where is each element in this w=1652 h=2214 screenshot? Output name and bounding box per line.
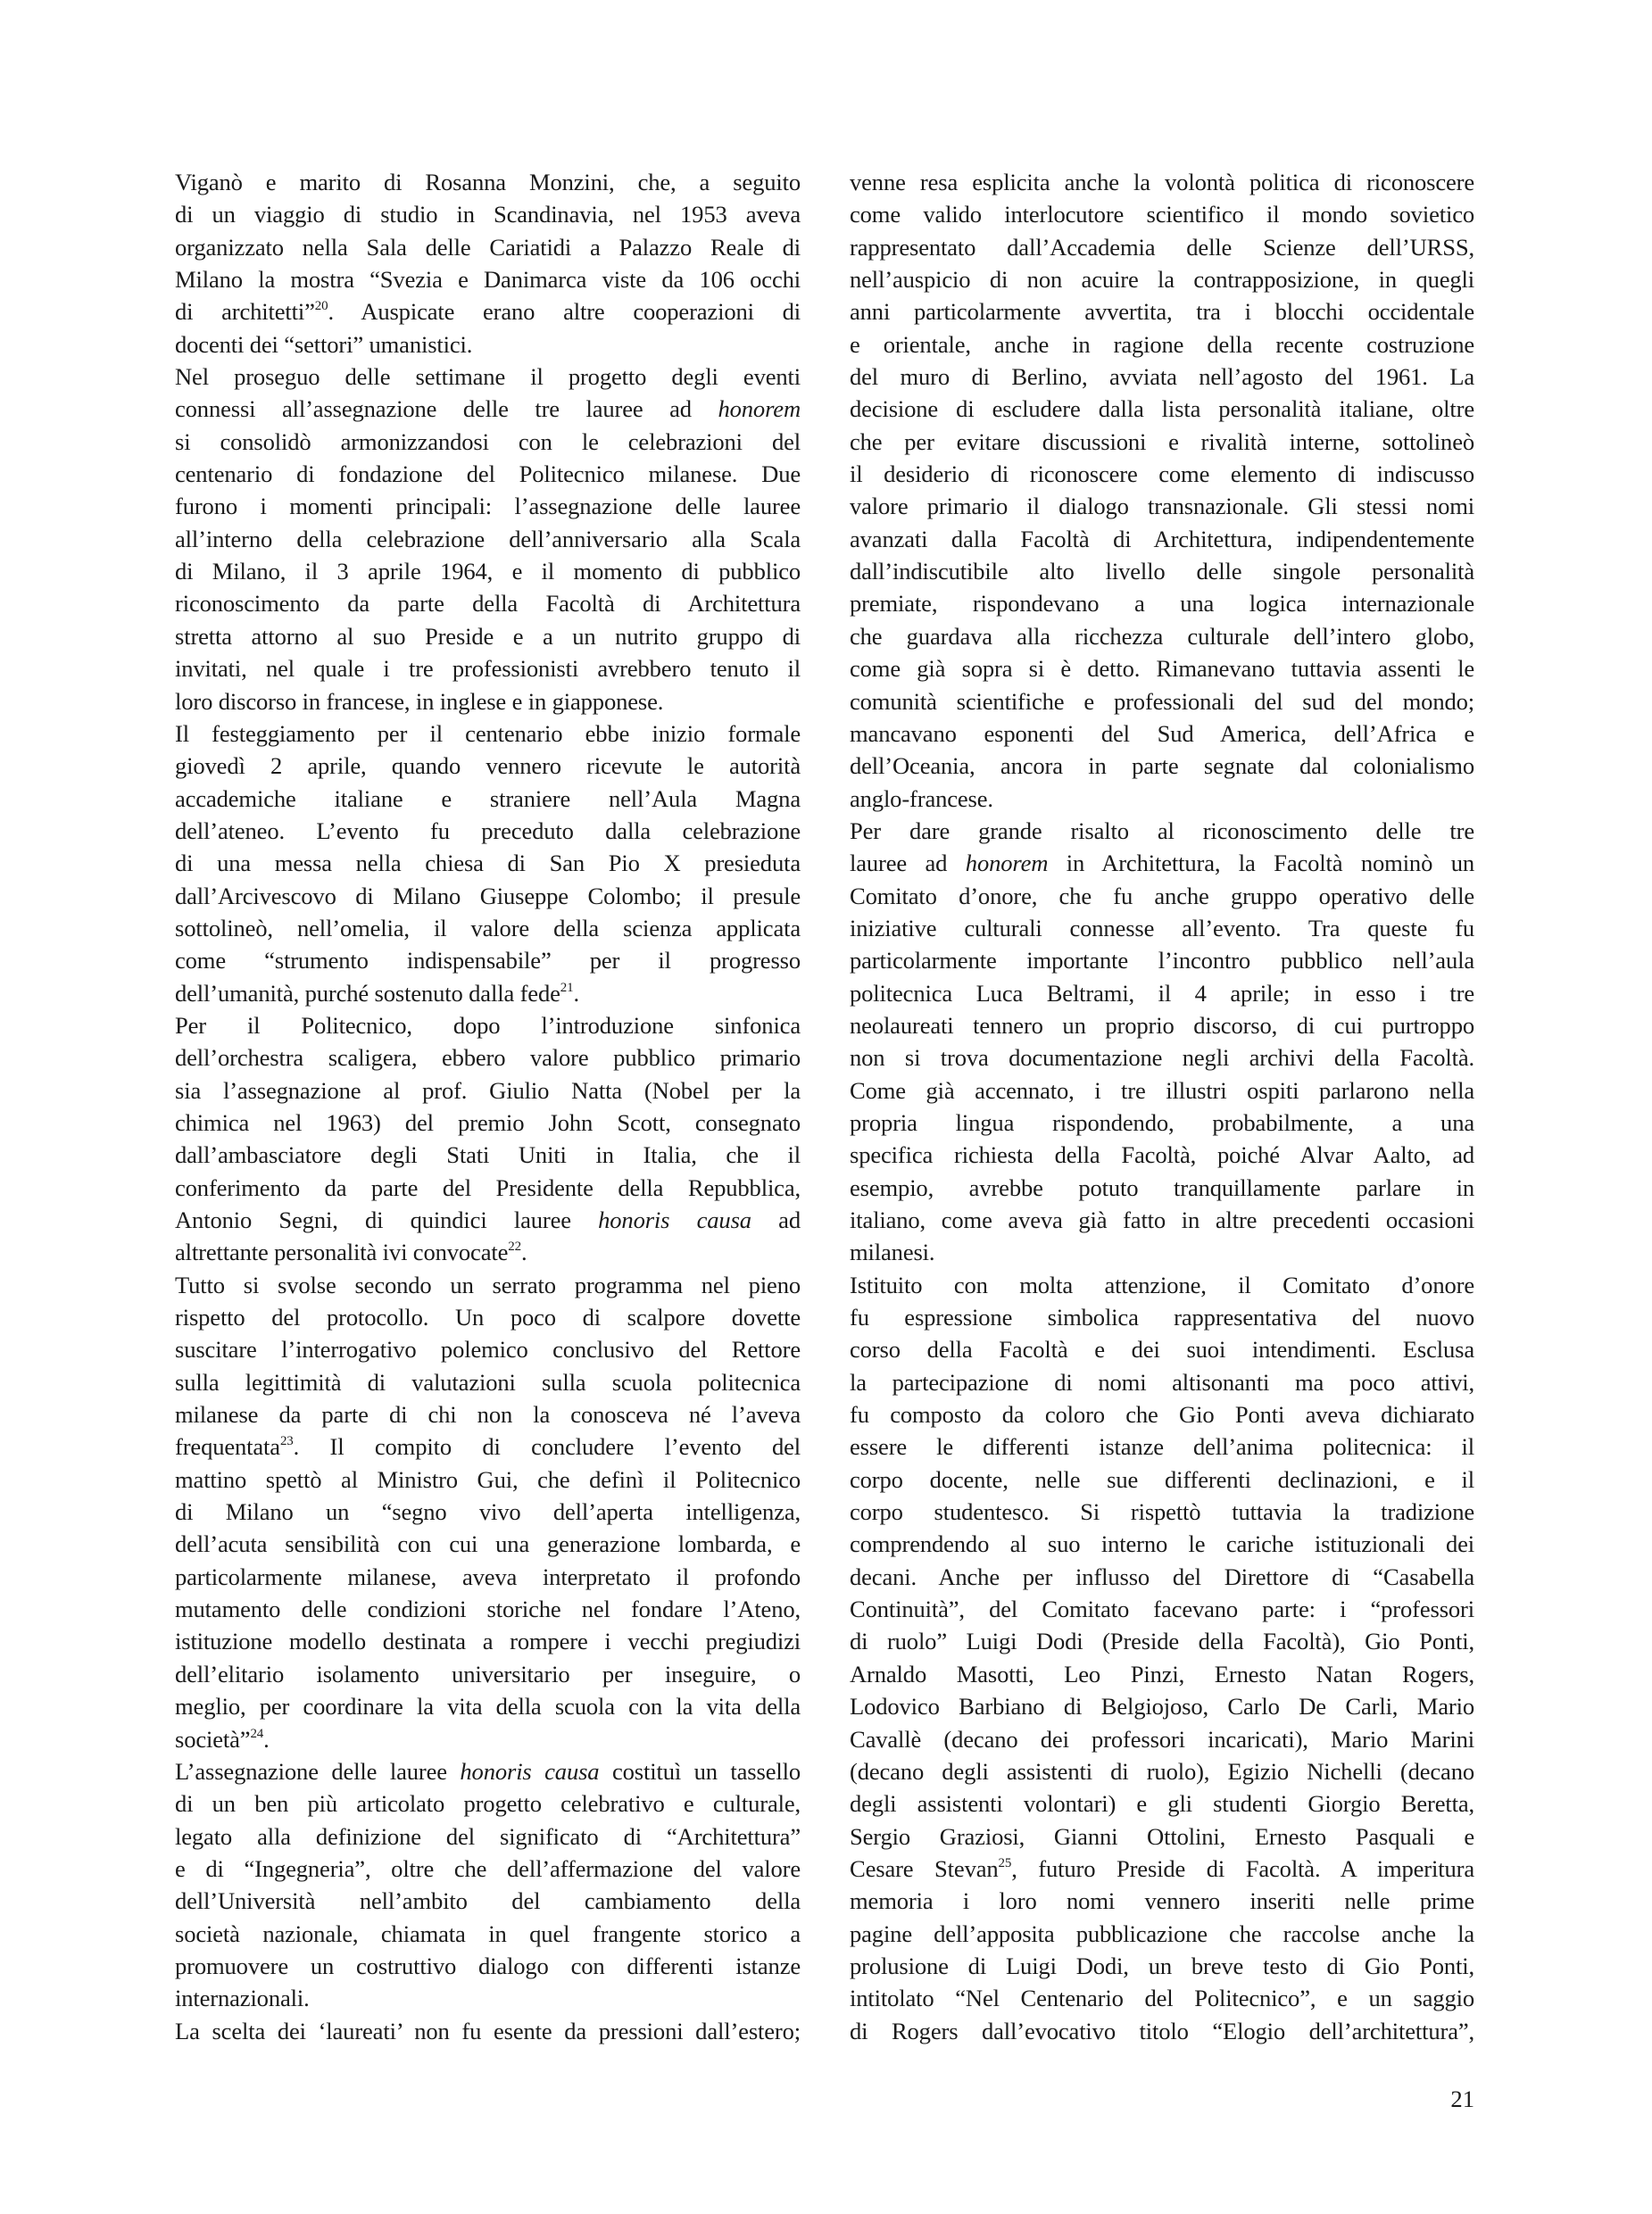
line-text: ad	[751, 1207, 801, 1233]
text-line	[175, 652, 801, 684]
text-line	[850, 1009, 1474, 1041]
footnote-marker[interactable]: 22	[508, 1240, 521, 1255]
text-line	[850, 1496, 1474, 1528]
text-line	[850, 1041, 1474, 1074]
line-text: . Auspicate erano altre cooperazioni di	[328, 298, 801, 326]
line-text: L’assegnazione delle lauree	[175, 1757, 461, 1785]
text-line	[175, 523, 801, 555]
line-text: organizzato nella Sala delle Cariatidi a Palazzo Reale di	[175, 233, 801, 261]
line-text: conferimento da parte del Presidente della Repubblica,	[175, 1173, 801, 1201]
text-line	[850, 1398, 1474, 1430]
text-line	[850, 944, 1474, 976]
line-text: stretta attorno al suo Preside e a un nutrito gruppo di	[175, 622, 801, 650]
line-text: Il festeggiamento per il centenario ebbe inizio formale	[175, 719, 801, 747]
text-line	[175, 393, 801, 425]
line-text: mutamento delle condizioni storiche nel fondare l’Ateno,	[175, 1596, 801, 1623]
line-text: propria lingua rispondendo, probabilmente, a una	[850, 1108, 1474, 1136]
line-text: Cavallè (decano dei professori incaricati), Mario Marini	[850, 1725, 1474, 1753]
line-text: che guardava alla ricchezza culturale dell’intero globo,	[850, 622, 1474, 650]
text-line	[850, 231, 1474, 263]
text-line	[175, 1787, 801, 1820]
line-text: mattino spettò al Ministro Gui, che definì il Politecnico	[175, 1465, 801, 1493]
text-line	[850, 523, 1474, 555]
text-line	[850, 1885, 1474, 1917]
text-line	[175, 1464, 801, 1496]
text-line	[850, 1982, 1474, 2014]
text-line	[850, 263, 1474, 295]
line-text: .	[520, 1239, 527, 1266]
text-line	[175, 977, 801, 1009]
line-text: in Architettura, la Facoltà nominò un	[1048, 850, 1474, 877]
line-text: altrettante personalità ivi convocate	[175, 1239, 509, 1266]
text-line	[175, 1853, 801, 1885]
text-line	[850, 783, 1474, 815]
line-text: .	[263, 1725, 270, 1753]
italic-term: honorem	[965, 850, 1049, 877]
text-column-left	[175, 166, 801, 2047]
text-line	[175, 295, 801, 328]
text-line	[850, 1787, 1474, 1820]
text-line	[175, 912, 801, 944]
text-line	[175, 1496, 801, 1528]
text-line	[175, 1366, 801, 1398]
line-text: dell’ateneo. L’evento fu preceduto dalla celebrazione	[175, 817, 801, 844]
text-line	[175, 1236, 801, 1268]
text-line	[850, 815, 1474, 847]
text-line	[175, 1074, 801, 1107]
text-line	[850, 587, 1474, 619]
line-text: come “strumento indispensabile” per il progresso	[175, 947, 801, 974]
line-text: di ruolo” Luigi Dodi (Preside della Facoltà), Gio Ponti,	[850, 1628, 1474, 1655]
line-text: Tutto si svolse secondo un serrato programma nel pieno	[175, 1271, 801, 1298]
text-line	[175, 620, 801, 652]
line-text: di Milano, il 3 aprile 1964, e il momento di pubblico	[175, 558, 801, 585]
text-line	[850, 1918, 1474, 1950]
text-line	[175, 685, 801, 717]
text-line	[850, 1593, 1474, 1625]
line-text: comprendendo al suo interno le cariche istituzionali dei	[850, 1530, 1474, 1558]
line-text: prolusione di Luigi Dodi, un breve testo di Gio Ponti,	[850, 1952, 1474, 1979]
italic-term: honoris causa	[598, 1207, 751, 1233]
text-line	[175, 458, 801, 490]
text-line	[175, 1204, 801, 1236]
line-text: Nel proseguo delle settimane il progetto degli eventi	[175, 363, 801, 391]
line-text: rappresentato dall’Accademia delle Scienze dell’URSS,	[850, 233, 1474, 261]
line-text: , futuro Preside di Facoltà. A imperitura	[1011, 1854, 1474, 1882]
line-text: connessi all’assegnazione delle tre lauree ad	[175, 395, 718, 423]
line-text: sulla legittimità di valutazioni sulla scuola politecnica	[175, 1368, 801, 1396]
line-text: Continuità”, del Comitato facevano parte: i “professori	[850, 1596, 1474, 1623]
line-text: istituzione modello destinata a rompere i vecchi pregiudizi	[175, 1628, 801, 1655]
text-line	[175, 263, 801, 295]
text-line	[850, 166, 1474, 198]
text-line	[175, 555, 801, 587]
text-line	[850, 685, 1474, 717]
text-line	[175, 1593, 801, 1625]
line-text: premiate, rispondevano a una logica internazionale	[850, 590, 1474, 618]
line-text: sottolineò, nell’omelia, il valore della scienza applicata	[175, 914, 801, 941]
line-text: docenti dei “settori” umanistici.	[175, 330, 473, 358]
line-text: Sergio Graziosi, Gianni Ottolini, Ernesto Pasquali e	[850, 1822, 1474, 1850]
italic-term: honoris causa	[460, 1757, 600, 1785]
text-line	[850, 1690, 1474, 1722]
line-text: La scelta dei ‘laureati’ non fu esente da pressioni dall’estero;	[175, 2017, 801, 2044]
text-line	[850, 426, 1474, 458]
line-text: internazionali.	[175, 1985, 310, 2012]
line-text: pagine dell’apposita pubblicazione che raccolse anche la	[850, 1920, 1474, 1947]
footnote-marker[interactable]: 20	[314, 299, 328, 314]
text-line	[175, 750, 801, 782]
text-line	[850, 1430, 1474, 1463]
line-text: giovedì 2 aprile, quando vennero ricevute le autorità	[175, 752, 801, 780]
text-line	[175, 198, 801, 230]
line-text: società nazionale, chiamata in quel frangente storico a	[175, 1920, 801, 1947]
text-line	[850, 1950, 1474, 1982]
text-line	[175, 1918, 801, 1950]
line-text: Cesare Stevan	[850, 1854, 999, 1882]
line-text: . Il compito di concludere l’evento del	[293, 1433, 801, 1461]
line-text: Per dare grande risalto al riconoscimento delle tre	[850, 817, 1474, 844]
line-text: che per evitare discussioni e rivalità interne, sottolineò	[850, 427, 1474, 455]
line-text: promuovere un costruttivo dialogo con differenti istanze	[175, 1952, 801, 1979]
text-line	[175, 1333, 801, 1365]
line-text: invitati, nel quale i tre professionisti avrebbero tenuto il	[175, 655, 801, 683]
text-line	[850, 847, 1474, 879]
text-line	[850, 458, 1474, 490]
text-line	[850, 1528, 1474, 1560]
line-text: dell’Università nell’ambito del cambiamento della	[175, 1887, 801, 1915]
line-text: venne resa esplicita anche la volontà politica di riconoscere	[850, 169, 1474, 195]
text-line	[850, 977, 1474, 1009]
line-text: anglo-francese.	[850, 784, 993, 812]
line-text: si consolidò armonizzandosi con le celebrazioni del	[175, 427, 801, 455]
line-text: fu espressione simbolica rappresentativa del nuovo	[850, 1304, 1474, 1331]
text-line	[850, 1172, 1474, 1204]
text-line	[850, 1074, 1474, 1107]
line-text: chimica nel 1963) del premio John Scott, consegnato	[175, 1108, 801, 1136]
line-text: frequentata	[175, 1433, 280, 1461]
line-text: politecnica Luca Beltrami, il 4 aprile; in esso i tre	[850, 979, 1474, 1007]
line-text: Arnaldo Masotti, Leo Pinzi, Ernesto Natan Rogers,	[850, 1660, 1474, 1687]
line-text: di architetti”	[175, 298, 315, 326]
text-line	[850, 1853, 1474, 1885]
text-line	[175, 1430, 801, 1463]
text-line	[850, 1236, 1474, 1268]
line-text: di un ben più articolato progetto celebrativo e culturale,	[175, 1790, 801, 1818]
text-line	[850, 912, 1474, 944]
text-line	[175, 1139, 801, 1171]
text-line	[175, 1269, 801, 1301]
text-line	[175, 1041, 801, 1074]
line-text: di Rogers dall’evocativo titolo “Elogio dell’architettura”,	[850, 2017, 1474, 2044]
text-line	[850, 652, 1474, 684]
line-text: del muro di Berlino, avviata nell’agosto del 1961. La	[850, 363, 1474, 391]
text-line	[175, 1009, 801, 1041]
text-line	[850, 198, 1474, 230]
text-line	[175, 1107, 801, 1139]
text-line	[175, 1528, 801, 1560]
text-line	[850, 1820, 1474, 1853]
text-line	[175, 1950, 801, 1982]
line-text: valore primario il dialogo transnazionale. Gli stessi nomi	[850, 493, 1474, 520]
line-text: dell’orchestra scaligera, ebbero valore pubblico primario	[175, 1044, 801, 1072]
line-text: suscitare l’interrogativo polemico conclusivo del Rettore	[175, 1336, 801, 1364]
text-line	[850, 295, 1474, 328]
text-line	[850, 880, 1474, 912]
text-line	[175, 231, 801, 263]
text-line	[175, 1658, 801, 1690]
line-text: (decano degli assistenti di ruolo), Egizio Nichelli (decano	[850, 1757, 1474, 1785]
line-text: Lodovico Barbiano di Belgiojoso, Carlo De Carli, Mario	[850, 1693, 1474, 1721]
line-text: milanesi.	[850, 1239, 935, 1266]
line-text: la partecipazione di nomi altisonanti ma poco attivi,	[850, 1368, 1474, 1396]
line-text: corso della Facoltà e dei suoi intendimenti. Esclusa	[850, 1336, 1474, 1364]
footnote-marker[interactable]: 23	[279, 1434, 294, 1449]
line-text: decisione di escludere dalla lista personalità italiane, oltre	[850, 395, 1474, 423]
text-line	[850, 555, 1474, 587]
line-text: avanzati dalla Facoltà di Architettura, indipendentemente	[850, 525, 1474, 552]
line-text: lauree ad	[850, 850, 966, 877]
line-text: particolarmente milanese, aveva interpretato il profondo	[175, 1563, 801, 1590]
text-line	[175, 1172, 801, 1204]
line-text: all’interno della celebrazione dell’anniversario alla Scala	[175, 525, 801, 552]
line-text: essere le differenti istanze dell’anima politecnica: il	[850, 1433, 1474, 1461]
line-text: Antonio Segni, di quindici lauree	[175, 1207, 599, 1233]
text-line	[175, 587, 801, 619]
footnote-marker[interactable]: 24	[250, 1726, 264, 1741]
text-line	[175, 490, 801, 522]
text-line	[175, 361, 801, 393]
line-text: memoria i loro nomi vennero inseriti nelle prime	[850, 1887, 1474, 1915]
text-column-right	[850, 166, 1474, 2047]
line-text: come già sopra si è detto. Rimanevano tuttavia assenti le	[850, 655, 1474, 683]
line-text: costituì un tassello	[599, 1757, 801, 1785]
line-text: di un viaggio di studio in Scandinavia, nel 1953 aveva	[175, 201, 801, 228]
line-text: società”	[175, 1725, 251, 1753]
text-line	[850, 1204, 1474, 1236]
text-line	[175, 815, 801, 847]
line-text: specifica richiesta della Facoltà, poiché Alvar Aalto, ad	[850, 1141, 1474, 1169]
text-line	[175, 1755, 801, 1787]
line-text: dall’ambasciatore degli Stati Uniti in Italia, che il	[175, 1141, 801, 1169]
line-text: Milano la mostra “Svezia e Danimarca viste da 106 occhi	[175, 266, 801, 294]
text-line	[850, 1301, 1474, 1333]
line-text: fu composto da coloro che Gio Ponti aveva dichiarato	[850, 1401, 1474, 1429]
line-text: corpo docente, nelle sue differenti declinazioni, e il	[850, 1465, 1474, 1493]
text-line	[175, 328, 801, 361]
line-text: dell’umanità, purché sostenuto dalla fede	[175, 979, 560, 1007]
text-line	[175, 783, 801, 815]
line-text: iniziative culturali connesse all’evento. Tra queste fu	[850, 914, 1474, 941]
line-text: esempio, avrebbe potuto tranquillamente parlare in	[850, 1173, 1474, 1201]
line-text: comunità scientifiche e professionali del sud del mondo;	[850, 687, 1474, 715]
text-line	[850, 393, 1474, 425]
text-line	[175, 1625, 801, 1657]
text-line	[175, 1820, 801, 1853]
line-text: Come già accennato, i tre illustri ospiti parlarono nella	[850, 1076, 1474, 1104]
line-text: accademiche italiane e straniere nell’Aula Magna	[175, 784, 801, 812]
text-line	[175, 2015, 801, 2047]
line-text: milanese da parte di chi non la conosceva né l’aveva	[175, 1401, 801, 1429]
line-text: riconoscimento da parte della Facoltà di Architettura	[175, 590, 801, 618]
text-line	[850, 1139, 1474, 1171]
line-text: nell’auspicio di non acuire la contrapposizione, in quegli	[850, 266, 1474, 294]
line-text: dell’acuta sensibilità con cui una generazione lombarda, e	[175, 1530, 801, 1558]
text-line	[850, 490, 1474, 522]
line-text: dell’Oceania, ancora in parte segnate dal colonialismo	[850, 752, 1474, 780]
text-line	[850, 1366, 1474, 1398]
line-text: rispetto del protocollo. Un poco di scalpore dovette	[175, 1304, 801, 1331]
text-line	[850, 750, 1474, 782]
line-text: di una messa nella chiesa di San Pio X presieduta	[175, 850, 801, 877]
text-line	[850, 361, 1474, 393]
footnote-marker[interactable]: 21	[560, 980, 574, 995]
text-line	[175, 1561, 801, 1593]
line-text: meglio, per coordinare la vita della scuola con la vita della	[175, 1693, 801, 1721]
text-line	[850, 1464, 1474, 1496]
line-text: Per il Politecnico, dopo l’introduzione sinfonica	[175, 1011, 801, 1039]
text-line	[175, 717, 801, 750]
line-text: decani. Anche per influsso del Direttore di “Casabella	[850, 1563, 1474, 1590]
line-text: loro discorso in francese, in inglese e in giapponese.	[175, 687, 664, 715]
text-line	[175, 1398, 801, 1430]
text-line	[850, 1755, 1474, 1787]
text-line	[175, 880, 801, 912]
line-text: corpo studentesco. Si rispettò tuttavia la tradizione	[850, 1498, 1474, 1526]
text-line	[850, 1107, 1474, 1139]
line-text: Viganò e marito di Rosanna Monzini, che, a seguito	[175, 169, 801, 195]
line-text: particolarmente importante l’incontro pubblico nell’aula	[850, 947, 1474, 974]
text-line	[175, 426, 801, 458]
text-line	[175, 1723, 801, 1755]
line-text: mancavano esponenti del Sud America, dell’Africa e	[850, 719, 1474, 747]
text-line	[175, 847, 801, 879]
line-text: .	[573, 979, 579, 1007]
line-text: anni particolarmente avvertita, tra i blocchi occidentale	[850, 298, 1474, 326]
text-line	[850, 717, 1474, 750]
text-line	[175, 1690, 801, 1722]
text-line	[850, 1333, 1474, 1365]
text-line	[850, 1625, 1474, 1657]
text-line	[850, 1723, 1474, 1755]
text-line	[850, 620, 1474, 652]
line-text: Comitato d’onore, che fu anche gruppo operativo delle	[850, 882, 1474, 909]
text-line	[850, 328, 1474, 361]
page-number: 21	[1450, 2085, 1474, 2112]
text-line	[175, 166, 801, 198]
text-line	[175, 1301, 801, 1333]
line-text: dall’Arcivescovo di Milano Giuseppe Colombo; il presule	[175, 882, 801, 909]
text-line	[175, 1885, 801, 1917]
text-line	[175, 1982, 801, 2014]
line-text: di Milano un “segno vivo dell’aperta intelligenza,	[175, 1498, 801, 1526]
line-text: dall’indiscutibile alto livello delle singole personalità	[850, 558, 1474, 585]
line-text: centenario di fondazione del Politecnico milanese. Due	[175, 460, 801, 488]
line-text: e orientale, anche in ragione della recente costruzione	[850, 330, 1474, 358]
line-text: legato alla definizione del significato di “Architettura”	[175, 1822, 801, 1850]
line-text: furono i momenti principali: l’assegnazione delle lauree	[175, 493, 801, 520]
italic-term: honorem	[718, 395, 801, 423]
text-line	[850, 1269, 1474, 1301]
line-text: e di “Ingegneria”, oltre che dell’affermazione del valore	[175, 1854, 801, 1882]
line-text: neolaureati tennero un proprio discorso, di cui purtroppo	[850, 1011, 1474, 1039]
line-text: intitolato “Nel Centenario del Politecnico”, e un saggio	[850, 1985, 1474, 2012]
line-text: sia l’assegnazione al prof. Giulio Natta (Nobel per la	[175, 1076, 801, 1104]
line-text: il desiderio di riconoscere come elemento di indiscusso	[850, 460, 1474, 488]
text-line	[850, 1561, 1474, 1593]
text-line	[850, 2015, 1474, 2047]
line-text: come valido interlocutore scientifico il mondo sovietico	[850, 201, 1474, 228]
text-line	[850, 1658, 1474, 1690]
line-text: degli assistenti volontari) e gli studenti Giorgio Beretta,	[850, 1790, 1474, 1818]
line-text: italiano, come aveva già fatto in altre precedenti occasioni	[850, 1207, 1474, 1233]
footnote-marker[interactable]: 25	[998, 1855, 1012, 1870]
text-line	[175, 944, 801, 976]
line-text: Istituito con molta attenzione, il Comitato d’onore	[850, 1271, 1474, 1298]
line-text: non si trova documentazione negli archivi della Facoltà.	[850, 1044, 1474, 1072]
line-text: dell’elitario isolamento universitario per inseguire, o	[175, 1660, 801, 1687]
